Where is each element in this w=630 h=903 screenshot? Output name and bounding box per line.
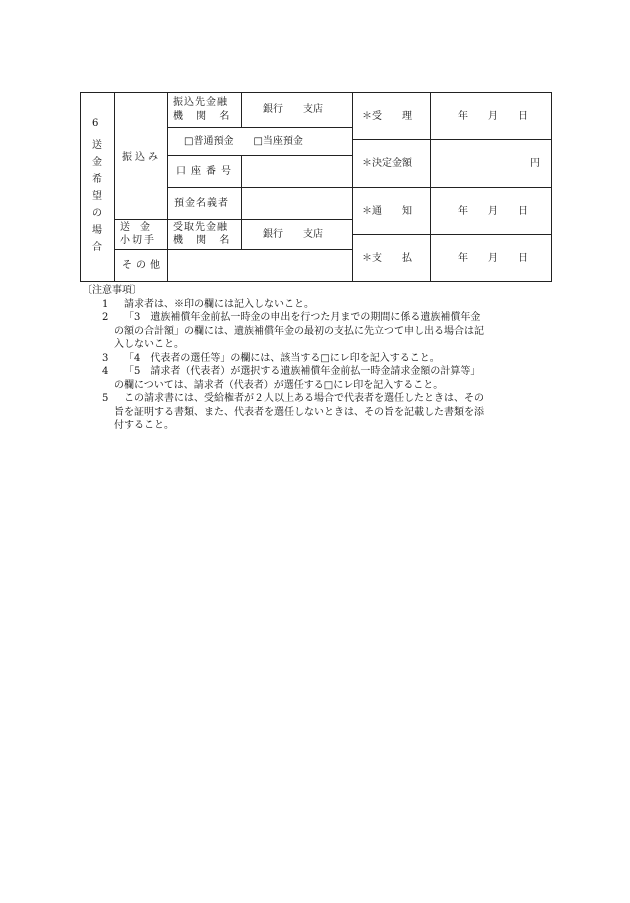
note-item [84,392,554,433]
note-line: この請求書には、受給権者が２人以上ある場合で代表者を選任したときは、その [124,393,484,404]
note-line: 「4 代表者の選任等」の欄には、該当する□にレ印を記入すること。 [124,352,440,364]
note-line: 請求者は、※印の欄には記入しないこと。 [124,298,314,310]
furikomi-label: 振込み [122,152,161,163]
note-line: 付すること。 [114,420,174,431]
note-number: 2 [102,312,109,323]
other-label: その他 [122,260,164,271]
received-label: ＊受 理 [362,111,412,122]
note-number: 3 [102,352,109,364]
decided-amount-label: ＊決定金額 [362,158,412,169]
remittance-table [80,92,552,282]
section-char: 金 [92,157,102,168]
note-item [84,365,554,392]
note-number: 4 [102,366,109,377]
notice-label: ＊通 知 [362,206,412,217]
section-number: 6 [92,118,99,129]
decided-amount-unit: 円 [530,158,540,169]
deposit-type-checkboxes[interactable]: □普通預金 □当座預金 [184,136,303,147]
note-line: 「5 請求者（代表者）が選択する遺族補償年金前払一時金請求金額の計算等」 [124,366,481,377]
note-number: 1 [102,298,109,310]
payment-date: 年 月 日 [458,253,528,264]
section-char: の [92,208,102,219]
received-date: 年 月 日 [458,111,528,122]
bank-label-1: 振込先金融 [173,97,228,108]
note-line: 入しないこと。 [114,339,184,350]
notes-heading: 〔注意事項〕 [82,285,142,296]
account-holder-label: 預金名義者 [174,198,229,209]
remit-label-1: 送 金 [120,222,150,233]
payment-label: ＊支 払 [362,253,412,264]
section-char: 場 [92,225,102,236]
section-char: 送 [92,140,102,151]
section-label [91,137,103,256]
note-line: 「3 遺族補償年金前払一時金の申出を行つた月までの期間に係る遺族補償年金 [124,312,481,323]
notes-section [84,284,554,433]
bank-name-field[interactable]: 銀行 支店 [263,104,323,115]
section-char: 望 [92,191,102,202]
notice-date: 年 月 日 [458,206,528,217]
note-item [84,298,554,312]
note-item [84,352,554,366]
bank-label-2: 機 関 名 [173,111,235,122]
note-line: 旨を証明する書類、また、代表者を選任しないときは、その旨を記載した書類を添 [114,406,484,418]
recv-bank-field[interactable]: 銀行 支店 [263,229,323,240]
section-char: 希 [92,174,102,185]
note-number: 5 [102,393,109,404]
note-item [84,311,554,352]
note-line: の欄については、請求者（代表者）が選任する□にレ印を記入すること。 [114,379,444,391]
account-number-label: 口座番号 [176,166,236,177]
recv-label-1: 受取先金融 [173,222,228,233]
note-line: の額の合計額」の欄には、遺族補償年金の最初の支払に先立つて申し出る場合は記 [114,325,484,337]
remit-label-2: 小切手 [120,235,156,246]
section-char: 合 [92,242,102,253]
recv-label-2: 機 関 名 [173,235,235,246]
